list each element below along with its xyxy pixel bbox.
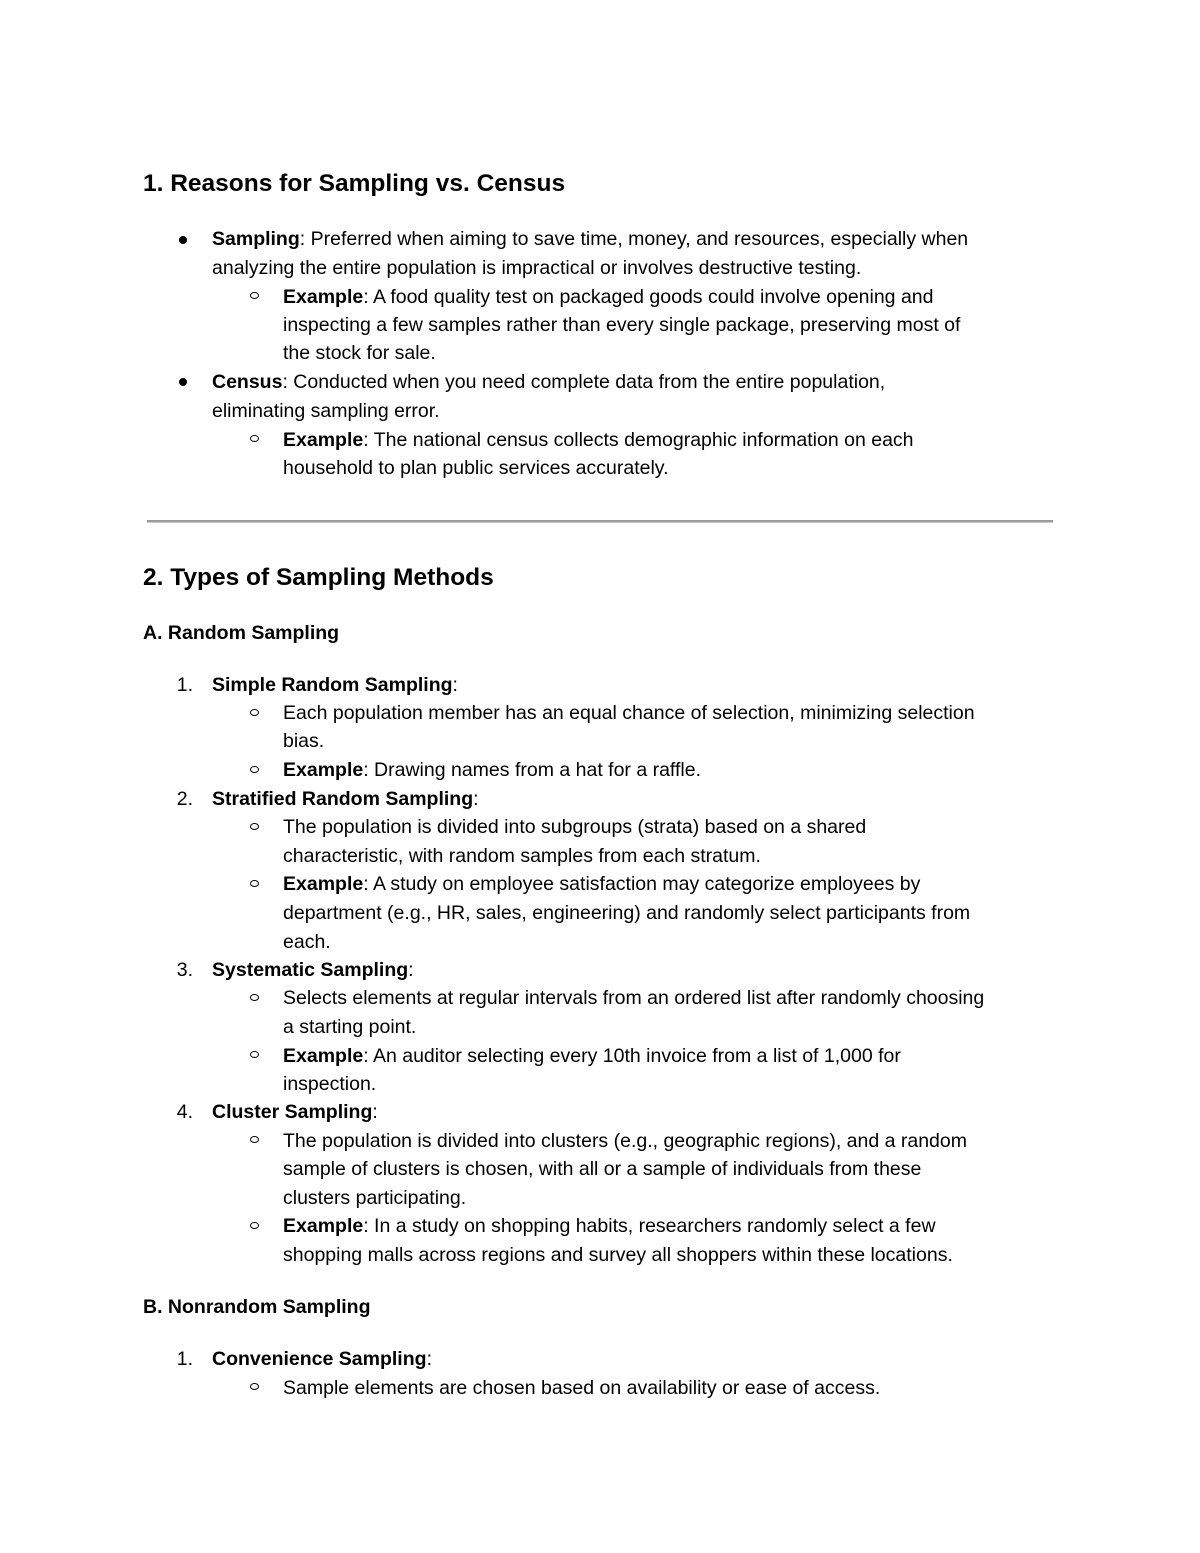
list-number: 1. [176,1348,193,1370]
method-cluster: Cluster Sampling: [212,1101,378,1123]
systematic-desc-2: a starting point. [283,1016,417,1038]
bullet-circle [250,1136,259,1143]
bullet-circle [250,709,259,716]
list-number: 1. [176,674,193,696]
bullet-circle [250,292,259,299]
cluster-desc-1: The population is divided into clusters (e.g., geographic regions), and a random [283,1130,967,1152]
simple-random-desc-1: Each population member has an equal chance of selection, minimizing selection [283,702,975,724]
subheading-nonrandom-sampling: B. Nonrandom Sampling [143,1296,371,1318]
method-systematic: Systematic Sampling: [212,959,414,981]
section-1-title: 1. Reasons for Sampling vs. Census [143,170,566,197]
list-number: 4. [176,1101,193,1123]
systematic-example-2: inspection. [283,1073,377,1095]
census-line-1: Census: Conducted when you need complete data from the entire population, [212,371,886,393]
convenience-desc-1: Sample elements are chosen based on availability or ease of access. [283,1377,881,1399]
stratified-desc-2: characteristic, with random samples from each stratum. [283,845,761,867]
section-2-title: 2. Types of Sampling Methods [143,564,494,591]
simple-random-desc-2: bias. [283,730,325,752]
bullet-disc [179,236,187,244]
sampling-example-line-1: Example: A food quality test on packaged goods could involve opening and [283,286,934,308]
term-sampling: Sampling [212,228,300,250]
cluster-example-2: shopping malls across regions and survey all shoppers within these locations. [283,1244,953,1266]
sampling-example-line-3: the stock for sale. [283,342,436,364]
bullet-circle [250,766,259,773]
subheading-random-sampling: A. Random Sampling [143,622,340,644]
sampling-example-line-2: inspecting a few samples rather than every single package, preserving most of [283,314,961,336]
cluster-desc-3: clusters participating. [283,1187,467,1209]
list-number: 2. [176,788,193,810]
stratified-example-3: each. [283,931,331,953]
horizontal-rule [147,520,1053,523]
sampling-line-1: Sampling: Preferred when aiming to save time, money, and resources, especially when [212,228,969,250]
systematic-example-1: Example: An auditor selecting every 10th invoice from a list of 1,000 for [283,1045,901,1067]
cluster-example-1: Example: In a study on shopping habits, researchers randomly select a few [283,1215,936,1237]
bullet-circle [250,1222,259,1229]
list-number: 3. [176,959,193,981]
bullet-circle [250,823,259,830]
stratified-desc-1: The population is divided into subgroups (strata) based on a shared [283,816,867,838]
bullet-circle [250,1051,259,1058]
bullet-circle [250,994,259,1001]
stratified-example-2: department (e.g., HR, sales, engineering) and randomly select participants from [283,902,971,924]
systematic-desc-1: Selects elements at regular intervals from an ordered list after randomly choosing [283,987,985,1009]
term-census: Census [212,371,283,393]
census-example-line-1: Example: The national census collects demographic information on each [283,429,914,451]
sampling-line-2: analyzing the entire population is impractical or involves destructive testing. [212,257,862,279]
simple-random-example: Example: Drawing names from a hat for a raffle. [283,759,702,781]
census-example-line-2: household to plan public services accurately. [283,457,669,479]
bullet-disc [179,378,187,386]
stratified-example-1: Example: A study on employee satisfaction may categorize employees by [283,873,921,895]
method-simple-random: Simple Random Sampling: [212,674,458,696]
bullet-circle [250,1383,259,1390]
method-convenience: Convenience Sampling: [212,1348,432,1370]
method-stratified: Stratified Random Sampling: [212,788,479,810]
bullet-circle [250,435,259,442]
cluster-desc-2: sample of clusters is chosen, with all or a sample of individuals from these [283,1158,922,1180]
census-line-2: eliminating sampling error. [212,400,440,422]
bullet-circle [250,880,259,887]
